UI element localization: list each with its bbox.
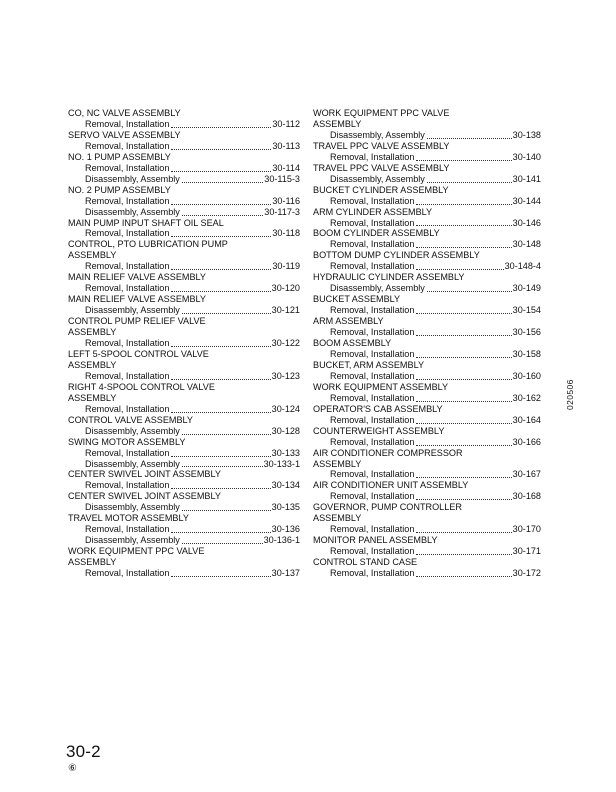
toc-heading: CONTROL, PTO LUBRICATION PUMP <box>68 239 228 250</box>
toc-heading: SERVO VALVE ASSEMBLY <box>68 129 181 140</box>
dot-leader <box>416 357 511 358</box>
toc-entry-label: Removal, Installation <box>85 338 170 349</box>
toc-entry-page: 30-115-3 <box>264 173 300 184</box>
toc-entry-page: 30-136 <box>271 524 300 535</box>
toc-entry <box>68 228 300 239</box>
toc-entry <box>313 239 541 250</box>
dot-leader <box>171 171 271 172</box>
toc-entry <box>68 568 300 579</box>
toc-entry <box>68 535 300 546</box>
toc-entry <box>68 338 300 349</box>
toc-entry-label: Disassembly, Assembly <box>85 206 180 217</box>
toc-entry-page: 30-116 <box>272 195 300 206</box>
dot-leader <box>171 346 270 347</box>
toc-entry-label: Removal, Installation <box>330 370 415 381</box>
dot-leader <box>416 445 511 446</box>
dot-leader <box>182 215 263 216</box>
toc-entry-page: 30-118 <box>272 228 300 239</box>
toc-entry-page: 30-136-1 <box>263 535 300 546</box>
toc-heading: ASSEMBLY <box>68 359 117 370</box>
toc-heading: RIGHT 4-SPOOL CONTROL VALVE <box>68 381 215 392</box>
toc-entry-label: Disassembly, Assembly <box>330 173 425 184</box>
toc-entry-label: Removal, Installation <box>330 469 415 480</box>
dot-leader <box>416 576 511 577</box>
toc-entry-page: 30-171 <box>512 546 541 557</box>
toc-heading: AIR CONDITIONER COMPRESSOR <box>313 447 463 458</box>
dot-leader <box>416 247 511 248</box>
toc-heading: CENTER SWIVEL JOINT ASSEMBLY <box>68 469 221 480</box>
toc-entry-page: 30-112 <box>272 118 300 129</box>
toc-entry-label: Disassembly, Assembly <box>85 535 180 546</box>
dot-leader <box>427 182 512 183</box>
toc-heading: MONITOR PANEL ASSEMBLY <box>313 535 438 546</box>
side-document-code: 020506 <box>565 379 575 410</box>
revision-mark: ⑥ <box>68 763 77 774</box>
toc-heading: OPERATOR'S CAB ASSEMBLY <box>313 403 443 414</box>
toc-entry-page: 30-134 <box>271 480 300 491</box>
toc-entry-label: Removal, Installation <box>330 217 415 228</box>
toc-entry-page: 30-162 <box>512 392 541 403</box>
toc-entry <box>313 349 541 360</box>
toc-entry-page: 30-156 <box>512 327 541 338</box>
toc-entry <box>313 491 541 502</box>
toc-entry-label: Disassembly, Assembly <box>85 458 180 469</box>
toc-entry-label: Removal, Installation <box>330 348 415 359</box>
dot-leader <box>416 477 511 478</box>
toc-entry-page: 30-122 <box>271 338 300 349</box>
toc-entry-label: Removal, Installation <box>85 195 170 206</box>
toc-heading: TRAVEL MOTOR ASSEMBLY <box>68 513 189 524</box>
dot-leader <box>171 127 271 128</box>
toc-entry-label: Removal, Installation <box>85 370 170 381</box>
toc-entry <box>313 130 541 141</box>
toc-entry <box>68 305 300 316</box>
toc-entry <box>313 305 541 316</box>
toc-entry-page: 30-172 <box>512 568 541 579</box>
toc-entry-label: Removal, Installation <box>85 480 170 491</box>
toc-heading: WORK EQUIPMENT PPC VALVE <box>313 108 450 118</box>
toc-heading: TRAVEL PPC VALVE ASSEMBLY <box>313 140 450 151</box>
toc-entry-page: 30-148-4 <box>504 261 541 272</box>
toc-entry <box>68 283 300 294</box>
dot-leader <box>416 204 511 205</box>
toc-entry-label: Removal, Installation <box>85 524 170 535</box>
dot-leader <box>427 138 512 139</box>
toc-heading: NO. 2 PUMP ASSEMBLY <box>68 184 171 195</box>
toc-entry-label: Removal, Installation <box>330 524 415 535</box>
toc-right-column <box>313 108 541 579</box>
toc-entry-page: 30-121 <box>271 305 300 316</box>
toc-entry <box>68 404 300 415</box>
toc-entry <box>68 119 300 130</box>
dot-leader <box>182 543 263 544</box>
toc-entry <box>68 524 300 535</box>
dot-leader <box>416 499 511 500</box>
toc-entry-page: 30-158 <box>512 348 541 359</box>
dot-leader <box>182 434 271 435</box>
toc-entry-label: Removal, Installation <box>330 491 415 502</box>
toc-entry <box>313 174 541 185</box>
toc-entry-label: Removal, Installation <box>330 436 415 447</box>
toc-entry <box>313 152 541 163</box>
toc-entry-label: Removal, Installation <box>330 568 415 579</box>
toc-heading: ARM ASSEMBLY <box>313 316 384 327</box>
toc-entry <box>68 163 300 174</box>
dot-leader <box>427 291 512 292</box>
toc-entry-page: 30-133-1 <box>263 458 300 469</box>
dot-leader <box>416 532 511 533</box>
dot-leader <box>182 466 263 467</box>
toc-entry-page: 30-120 <box>271 283 300 294</box>
toc-heading: GOVERNOR, PUMP CONTROLLER <box>313 502 462 513</box>
dot-leader <box>416 160 511 161</box>
toc-heading: MAIN PUMP INPUT SHAFT OIL SEAL <box>68 217 224 228</box>
toc-entry <box>313 283 541 294</box>
toc-heading: ARM CYLINDER ASSEMBLY <box>313 206 433 217</box>
toc-entry-page: 30-128 <box>271 425 300 436</box>
toc-entry-label: Removal, Installation <box>85 162 170 173</box>
toc-heading: WORK EQUIPMENT ASSEMBLY <box>313 381 449 392</box>
toc-entry-page: 30-160 <box>512 370 541 381</box>
dot-leader <box>171 532 270 533</box>
toc-entry <box>68 480 300 491</box>
toc-entry-label: Removal, Installation <box>330 414 415 425</box>
dot-leader <box>171 576 270 577</box>
toc-entry-page: 30-114 <box>272 162 300 173</box>
toc-left-column <box>68 108 300 579</box>
toc-entry <box>313 196 541 207</box>
toc-heading: WORK EQUIPMENT PPC VALVE <box>68 546 205 557</box>
toc-entry-page: 30-124 <box>271 403 300 414</box>
toc-heading: AIR CONDITIONER UNIT ASSEMBLY <box>313 480 469 491</box>
toc-entry-label: Removal, Installation <box>85 118 170 129</box>
toc-heading: ASSEMBLY <box>68 557 117 568</box>
toc-entry-label: Removal, Installation <box>85 261 170 272</box>
dot-leader <box>171 204 271 205</box>
toc-entry <box>68 196 300 207</box>
toc-entry-label: Disassembly, Assembly <box>330 283 425 294</box>
toc-heading: NO. 1 PUMP ASSEMBLY <box>68 151 171 162</box>
toc-entry-page: 30-154 <box>512 305 541 316</box>
toc-heading: CENTER SWIVEL JOINT ASSEMBLY <box>68 491 221 502</box>
dot-leader <box>416 379 511 380</box>
toc-entry-label: Removal, Installation <box>330 261 415 272</box>
dot-leader <box>182 313 271 314</box>
toc-entry <box>313 261 541 272</box>
toc-entry <box>313 393 541 404</box>
toc-entry <box>68 207 300 218</box>
toc-entry-label: Removal, Installation <box>85 403 170 414</box>
toc-entry <box>313 437 541 448</box>
toc-heading: ASSEMBLY <box>313 118 362 129</box>
dot-leader <box>171 379 270 380</box>
toc-heading: BOTTOM DUMP CYLINDER ASSEMBLY <box>313 250 480 261</box>
toc-entry <box>68 174 300 185</box>
toc-entry-label: Removal, Installation <box>330 305 415 316</box>
toc-entry-page: 30-138 <box>512 129 541 140</box>
toc-entry-page: 30-135 <box>271 502 300 513</box>
toc-entry-page: 30-164 <box>512 414 541 425</box>
dot-leader <box>171 269 271 270</box>
toc-heading: BUCKET CYLINDER ASSEMBLY <box>313 184 449 195</box>
toc-entry-label: Removal, Installation <box>330 239 415 250</box>
dot-leader <box>416 554 511 555</box>
toc-heading: ASSEMBLY <box>313 458 362 469</box>
dot-leader <box>171 236 271 237</box>
toc-entry <box>68 502 300 513</box>
toc-entry-label: Disassembly, Assembly <box>85 173 180 184</box>
toc-entry-page: 30-170 <box>512 524 541 535</box>
toc-entry <box>68 426 300 437</box>
toc-heading: MAIN RELIEF VALVE ASSEMBLY <box>68 294 206 305</box>
toc-entry-page: 30-117-3 <box>264 206 300 217</box>
toc-entry-page: 30-148 <box>512 239 541 250</box>
dot-leader <box>171 412 270 413</box>
dot-leader <box>416 225 511 226</box>
toc-heading: ASSEMBLY <box>68 392 117 403</box>
dot-leader <box>182 182 263 183</box>
toc-heading: ASSEMBLY <box>68 327 117 338</box>
toc-heading: ASSEMBLY <box>68 250 117 261</box>
toc-entry-label: Disassembly, Assembly <box>85 305 180 316</box>
toc-heading: CONTROL STAND CASE <box>313 557 418 568</box>
toc-entry <box>313 218 541 229</box>
toc-entry <box>68 141 300 152</box>
toc-heading: MAIN RELIEF VALVE ASSEMBLY <box>68 272 206 283</box>
dot-leader <box>416 335 511 336</box>
toc-entry <box>313 415 541 426</box>
toc-entry-page: 30-149 <box>512 283 541 294</box>
toc-entry-page: 30-123 <box>271 370 300 381</box>
toc-entry-label: Disassembly, Assembly <box>85 502 180 513</box>
toc-entry-label: Removal, Installation <box>330 151 415 162</box>
toc-heading: HYDRAULIC CYLINDER ASSEMBLY <box>313 272 465 283</box>
toc-entry <box>68 448 300 459</box>
toc-entry-page: 30-113 <box>272 140 300 151</box>
toc-entry <box>313 371 541 382</box>
toc-heading: SWING MOTOR ASSEMBLY <box>68 436 186 447</box>
toc-entry-label: Removal, Installation <box>330 327 415 338</box>
toc-entry-label: Removal, Installation <box>85 140 170 151</box>
toc-entry-page: 30-144 <box>512 195 541 206</box>
toc-heading: BOOM ASSEMBLY <box>313 338 392 349</box>
toc-entry-page: 30-133 <box>271 447 300 458</box>
toc-heading: CO, NC VALVE ASSEMBLY <box>68 108 181 118</box>
toc-entry-label: Removal, Installation <box>85 568 170 579</box>
toc-heading: BOOM CYLINDER ASSEMBLY <box>313 228 440 239</box>
toc-entry-page: 30-137 <box>271 568 300 579</box>
dot-leader <box>182 510 271 511</box>
dot-leader <box>416 269 503 270</box>
dot-leader <box>416 401 511 402</box>
toc-entry-page: 30-141 <box>512 173 541 184</box>
toc-entry-page: 30-166 <box>512 436 541 447</box>
toc-entry-page: 30-119 <box>272 261 300 272</box>
toc-entry <box>313 568 541 579</box>
toc-entry-label: Removal, Installation <box>330 392 415 403</box>
toc-heading: CONTROL VALVE ASSEMBLY <box>68 414 193 425</box>
page-number: 30-2 <box>66 742 101 761</box>
toc-entry-page: 30-167 <box>512 469 541 480</box>
toc-entry-label: Removal, Installation <box>85 283 170 294</box>
toc-entry-label: Disassembly, Assembly <box>85 425 180 436</box>
dot-leader <box>416 313 511 314</box>
dot-leader <box>171 488 270 489</box>
toc-entry-label: Removal, Installation <box>85 228 170 239</box>
toc-entry-label: Removal, Installation <box>85 447 170 458</box>
toc-entry <box>313 327 541 338</box>
toc-heading: TRAVEL PPC VALVE ASSEMBLY <box>313 162 450 173</box>
toc-entry <box>313 546 541 557</box>
toc-entry-page: 30-168 <box>512 491 541 502</box>
dot-leader <box>171 456 270 457</box>
toc-heading: CONTROL PUMP RELIEF VALVE <box>68 316 206 327</box>
toc-entry-label: Removal, Installation <box>330 195 415 206</box>
toc-entry <box>313 524 541 535</box>
toc-entry-label: Removal, Installation <box>330 546 415 557</box>
dot-leader <box>171 291 270 292</box>
toc-entry <box>68 459 300 470</box>
toc-entry-page: 30-146 <box>512 217 541 228</box>
toc-heading: ASSEMBLY <box>313 513 362 524</box>
toc-heading: COUNTERWEIGHT ASSEMBLY <box>313 425 445 436</box>
dot-leader <box>171 149 271 150</box>
toc-entry <box>68 261 300 272</box>
toc-entry <box>313 469 541 480</box>
toc-heading: BUCKET ASSEMBLY <box>313 294 401 305</box>
toc-entry <box>68 371 300 382</box>
dot-leader <box>416 423 511 424</box>
toc-entry-page: 30-140 <box>512 151 541 162</box>
toc-entry-label: Disassembly, Assembly <box>330 129 425 140</box>
toc-heading: BUCKET, ARM ASSEMBLY <box>313 359 425 370</box>
toc-heading: LEFT 5-SPOOL CONTROL VALVE <box>68 348 209 359</box>
